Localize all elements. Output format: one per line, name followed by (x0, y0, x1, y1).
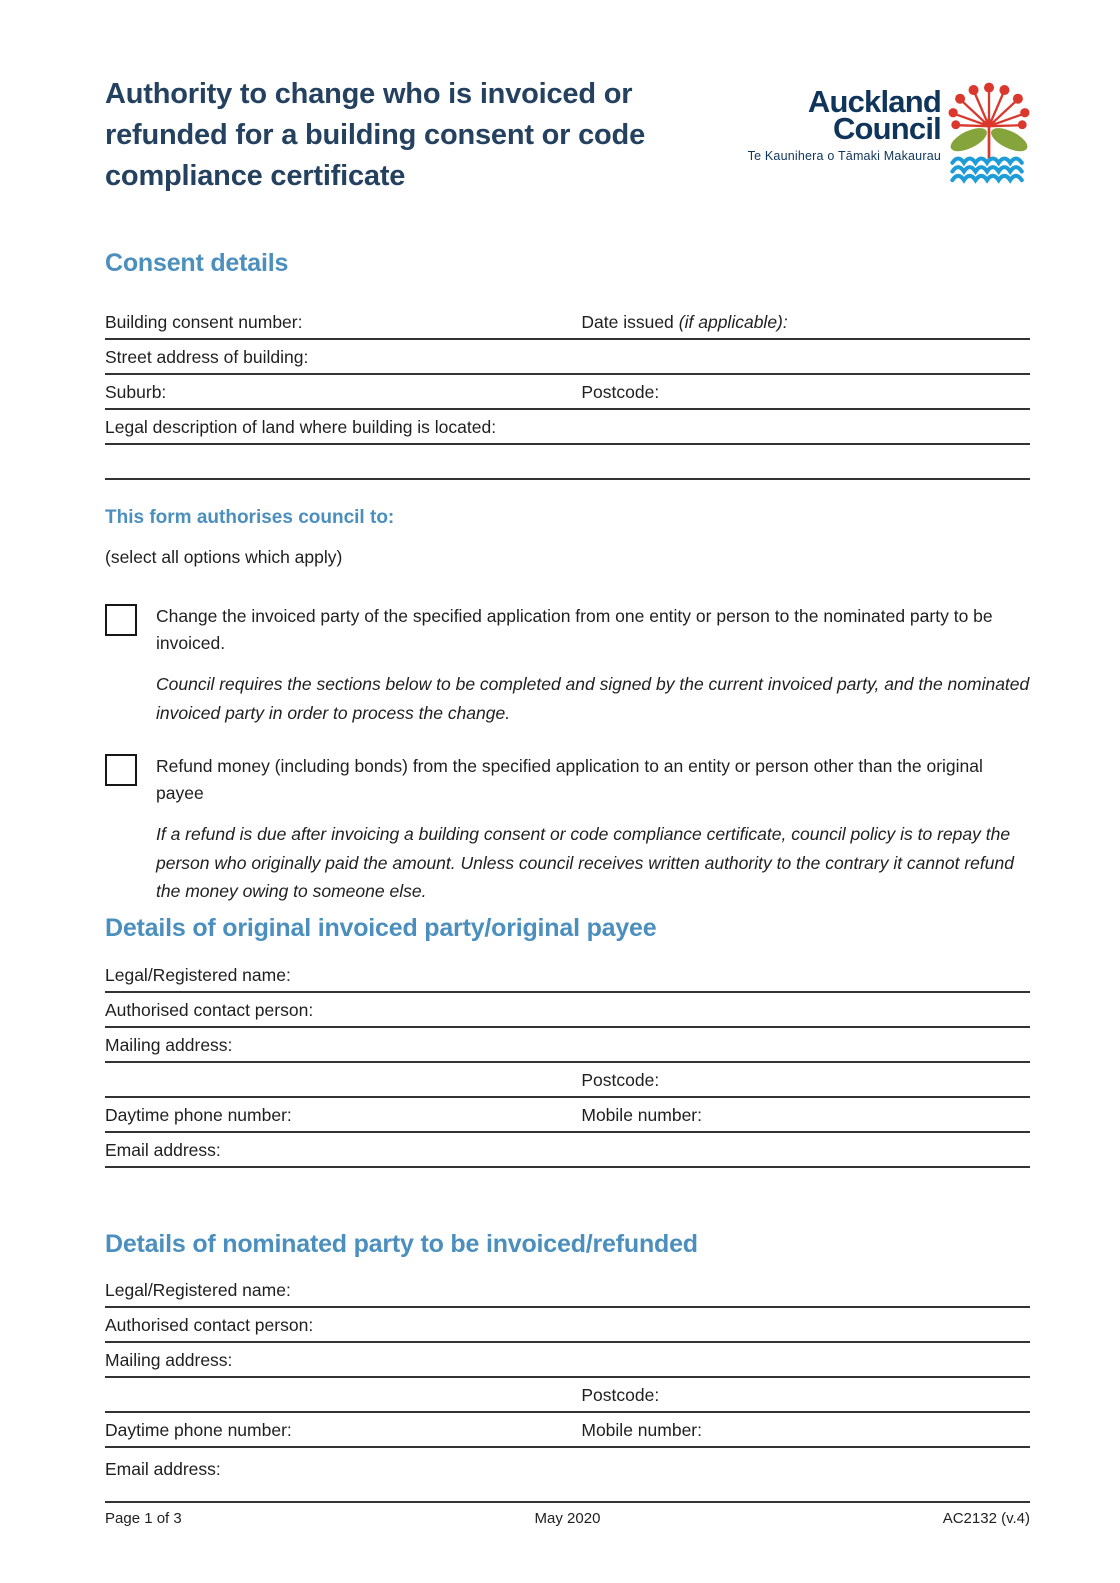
mailing-address-label: Mailing address: (105, 1349, 233, 1370)
consent-details-table (105, 305, 1030, 480)
footer-form-code: AC2132 (v.4) (942, 1509, 1030, 1527)
table-row (105, 1098, 1030, 1133)
refund-money-checkbox[interactable] (105, 754, 137, 786)
mobile-number-field[interactable] (702, 1420, 1030, 1441)
daytime-phone-label: Daytime phone number: (105, 1104, 292, 1125)
page-title: Authority to change who is invoiced or refunded for a building consent or code compliance certificate (105, 78, 645, 192)
table-row (105, 993, 1030, 1028)
logo-wordmark-line2: Council (832, 111, 941, 146)
building-consent-number-label: Building consent number: (105, 312, 303, 332)
postcode-field[interactable] (659, 382, 1030, 403)
legal-name-label: Legal/Registered name: (105, 1279, 291, 1300)
mailing-address-label: Mailing address: (105, 1034, 233, 1055)
date-issued-field[interactable] (788, 312, 1030, 333)
footer-page-number: Page 1 of 3 (105, 1509, 182, 1527)
suburb-label: Suburb: (105, 382, 167, 402)
building-consent-number-field[interactable] (302, 312, 581, 333)
consent-details-heading: Consent details (105, 249, 289, 277)
date-issued-label: Date issued (if applicable): (581, 312, 788, 332)
table-row (105, 1063, 1030, 1098)
authorisation-heading: This form authorises council to: (105, 507, 395, 528)
mobile-number-label: Mobile number: (581, 1104, 702, 1125)
mobile-number-label: Mobile number: (581, 1419, 702, 1440)
change-invoiced-party-checkbox[interactable] (105, 604, 137, 636)
contact-person-label: Authorised contact person: (105, 999, 314, 1020)
table-row (105, 410, 1030, 445)
table-row (105, 1028, 1030, 1063)
footer-date: May 2020 (534, 1509, 601, 1527)
postcode-label: Postcode: (581, 382, 660, 402)
email-address-field[interactable] (221, 1459, 1030, 1496)
table-row (105, 305, 1030, 340)
mobile-number-field[interactable] (702, 1105, 1030, 1126)
daytime-phone-label: Daytime phone number: (105, 1419, 292, 1440)
mailing-address-field[interactable] (232, 1343, 1030, 1371)
table-row (105, 1133, 1030, 1168)
contact-person-field[interactable] (313, 993, 1030, 1021)
option-refund-money (105, 751, 1030, 807)
logo-tagline: Te Kaunihera o Tāmaki Makaurau (747, 149, 941, 163)
email-address-field[interactable] (221, 1133, 1030, 1161)
contact-person-field[interactable] (313, 1308, 1030, 1336)
table-row (105, 1308, 1030, 1343)
daytime-phone-field[interactable] (292, 1105, 582, 1126)
original-party-heading: Details of original invoiced party/original payee (105, 913, 657, 942)
table-row (105, 1413, 1030, 1448)
nominated-party-table (105, 1273, 1030, 1503)
table-row (105, 375, 1030, 410)
legal-description-label: Legal description of land where building is located: (105, 417, 497, 437)
table-row (105, 958, 1030, 993)
postcode-label: Postcode: (581, 1384, 660, 1405)
legal-name-field[interactable] (291, 958, 1030, 986)
auckland-council-logo (748, 78, 1030, 184)
email-address-label: Email address: (105, 1139, 221, 1160)
logo-wordmark-line1: Auckland (807, 84, 941, 119)
table-row (105, 1378, 1030, 1413)
street-address-field[interactable] (308, 340, 1030, 368)
mailing-address-field[interactable] (232, 1028, 1030, 1056)
legal-name-label: Legal/Registered name: (105, 964, 291, 985)
contact-person-label: Authorised contact person: (105, 1314, 314, 1335)
postcode-field[interactable] (659, 1070, 1030, 1091)
table-row (105, 340, 1030, 375)
option-change-invoiced-party (105, 601, 1030, 657)
logo-text (748, 78, 941, 163)
email-address-label: Email address: (105, 1458, 221, 1479)
legal-name-field[interactable] (291, 1273, 1030, 1301)
refund-money-label: Refund money (including bonds) from the specified application to an entity or person other than the original payee (156, 756, 983, 803)
postcode-field[interactable] (659, 1385, 1030, 1406)
original-party-table (105, 958, 1030, 1168)
document-header (105, 74, 1030, 197)
daytime-phone-field[interactable] (292, 1420, 582, 1441)
authorisation-instruction: (select all options which apply) (105, 547, 343, 567)
page-footer (105, 1503, 1030, 1527)
refund-money-note: If a refund is due after invoicing a building consent or code compliance certificate, council policy is to repay the person who originally paid the amount. Unless council receives written authority to the contrary it cannot refund the money owing to someone else. (156, 824, 1014, 901)
postcode-label: Postcode: (581, 1069, 660, 1090)
legal-description-field[interactable] (496, 410, 1030, 438)
table-row (105, 1448, 1030, 1503)
table-row (105, 1273, 1030, 1308)
suburb-field[interactable] (166, 382, 581, 403)
table-row (105, 1343, 1030, 1378)
street-address-label: Street address of building: (105, 347, 309, 367)
pohutukawa-icon (948, 78, 1030, 184)
legal-description-field-line2[interactable] (105, 445, 1030, 473)
table-row (105, 445, 1030, 480)
change-invoiced-party-label: Change the invoiced party of the specified application from one entity or person to the nominated party to be invoiced. (156, 606, 993, 653)
change-invoiced-party-note: Council requires the sections below to be completed and signed by the current invoiced party, and the nominated invoiced party in order to process the change. (156, 674, 1030, 723)
nominated-party-heading: Details of nominated party to be invoiced/refunded (105, 1229, 698, 1258)
